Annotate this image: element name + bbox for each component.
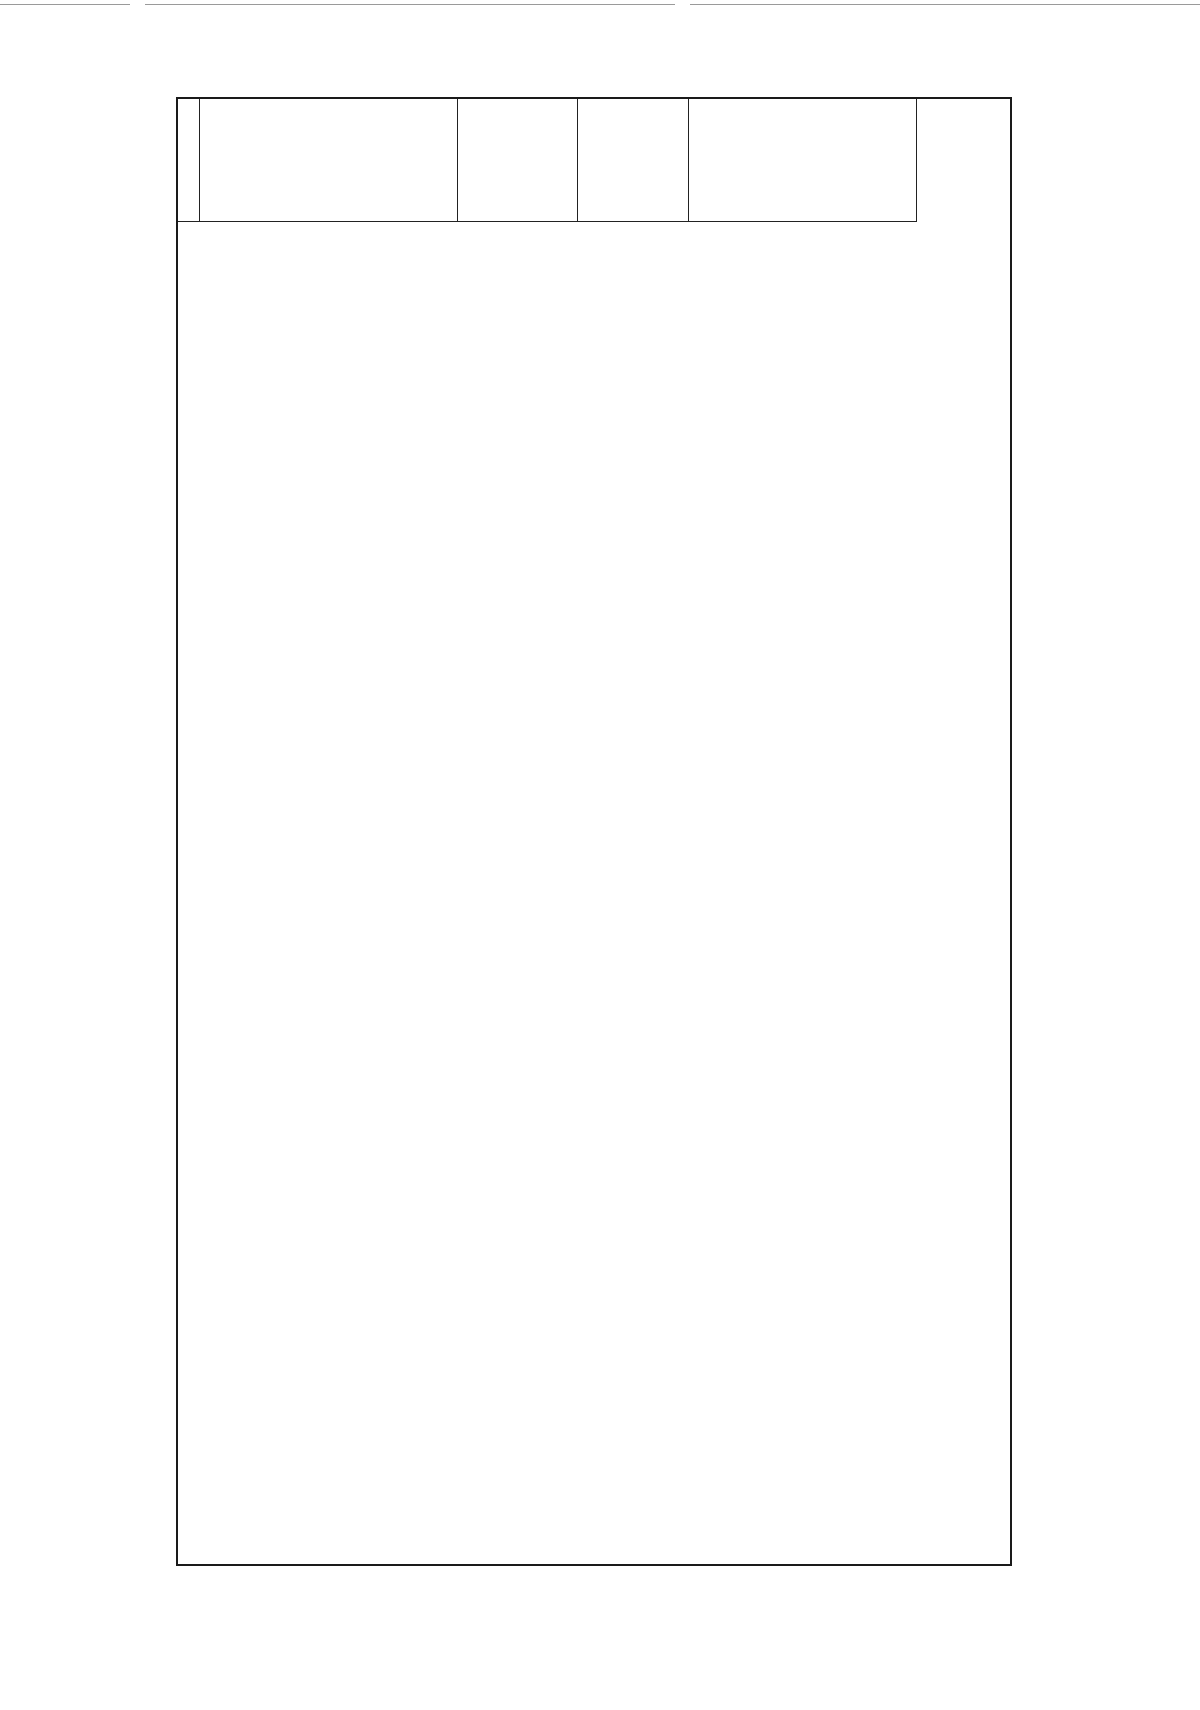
count-text	[462, 107, 574, 214]
footer-code	[1105, 190, 1123, 1370]
column-header-7	[178, 99, 200, 222]
cell-row-6-count	[578, 99, 689, 222]
scan-line-right	[690, 4, 1200, 5]
cell-row-5-count	[458, 99, 578, 222]
cell-row-7-count	[689, 99, 917, 222]
count-text	[693, 107, 913, 214]
cell-row-4-count	[200, 99, 458, 222]
count-text	[582, 107, 685, 214]
scan-line-left	[0, 4, 130, 5]
scan-line-middle	[145, 4, 675, 5]
count-text	[204, 107, 454, 214]
fire-brigade-table	[176, 97, 1012, 1566]
column-number	[179, 107, 199, 214]
